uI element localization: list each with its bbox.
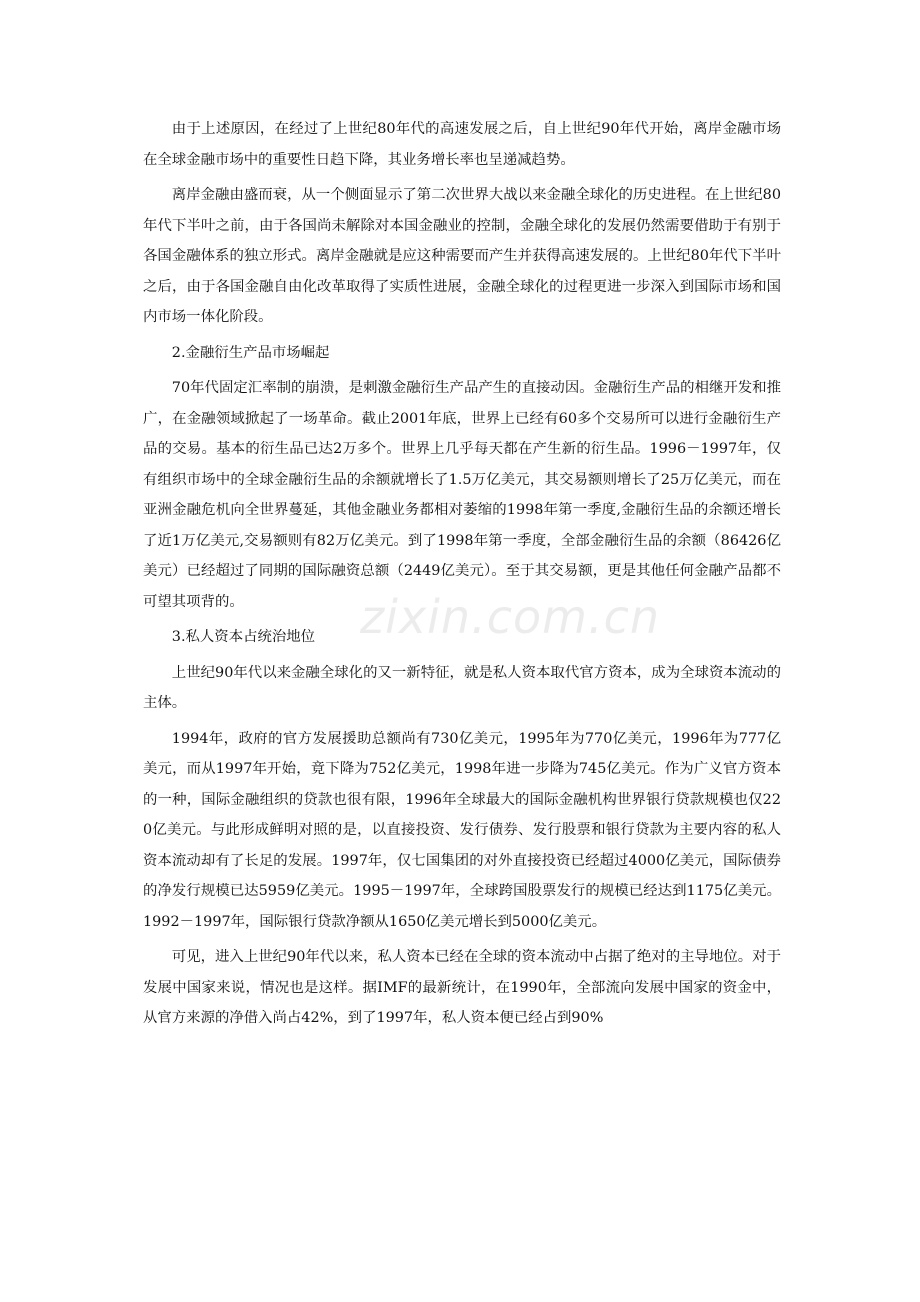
document-body [143,114,781,1039]
paragraph: 70年代固定汇率制的崩溃，是刺激金融衍生产品产生的直接动因。金融衍生产品的相继开发和推广，在金融领域掀起了一场革命。截止2001年底，世界上已经有60多个交易所可以进行金融衍生产品的交易。基本的衍生品已达2万多个。世界上几乎每天都在产生新的衍生品。1996－1997年，仅有组织市场中的全球金融衍生品的余额就增长了1.5万亿美元，其交易额则增长了25万亿美元，而在亚洲金融危机向全世界蔓延，其他金融业务都相对萎缩的1998年第一季度,金融衍生品的余额还增长了近1万亿美元,交易额则有82万亿美元。到了1998年第一季度，全部金融衍生品的余额（86426亿美元）已经超过了同期的国际融资总额（2449亿美元）。至于其交易额，更是其他任何金融产品都不可望其项背的。 [143,380,781,610]
paragraph: 1994年，政府的官方发展援助总额尚有730亿美元，1995年为770亿美元，1996年为777亿美元，而从1997年开始，竟下降为752亿美元，1998年进一步降为745亿美元。作为广义官方资本的一种，国际金融组织的贷款也很有限，1996年全球最大的国际金融机构世界银行贷款规模也仅220亿美元。与此形成鲜明对照的是，以直接投资、发行债券、发行股票和银行贷款为主要内容的私人资本流动却有了长足的发展。1997年，仅七国集团的对外直接投资已经超过4000亿美元，国际债券的净发行规模已达5959亿美元。1995－1997年，全球跨国股票发行的规模已经达到1175亿美元。1992－1997年，国际银行贷款净额从1650亿美元增长到5000亿美元。 [143,730,781,930]
watermark: zixin.com.cn [360,590,661,644]
section-heading: 2.金融衍生产品市场崛起 [171,344,330,361]
section-heading: 3.私人资本占统治地位 [171,629,316,645]
paragraph: 可见，进入上世纪90年代以来，私人资本已经在全球的资本流动中占据了绝对的主导地位。对于发展中国家来说，情况也是这样。据IMF的最新统计，在1990年，全部流向发展中国家的资金中，从官方来源的净借入尚占42%，到了1997年，私人资本便已经占到90% [143,949,781,1026]
paragraph: 由于上述原因，在经过了上世纪80年代的高速发展之后，自上世纪90年代开始，离岸金融市场在全球金融市场中的重要性日趋下降，其业务增长率也呈递减趋势。 [143,121,781,168]
paragraph: 上世纪90年代以来金融全球化的又一新特征，就是私人资本取代官方资本，成为全球资本流动的主体。 [143,664,781,711]
paragraph: 离岸金融由盛而衰，从一个侧面显示了第二次世界大战以来金融全球化的历史进程。在上世纪80年代下半叶之前，由于各国尚未解除对本国金融业的控制，金融全球化的发展仍然需要借助于有别于各国金融体系的独立形式。离岸金融就是应这种需要而产生并获得高速发展的。上世纪80年代下半叶之后，由于各国金融自由化改革取得了实质性进展，金融全球化的过程更进一步深入到国际市场和国内市场一体化阶段。 [143,187,781,325]
